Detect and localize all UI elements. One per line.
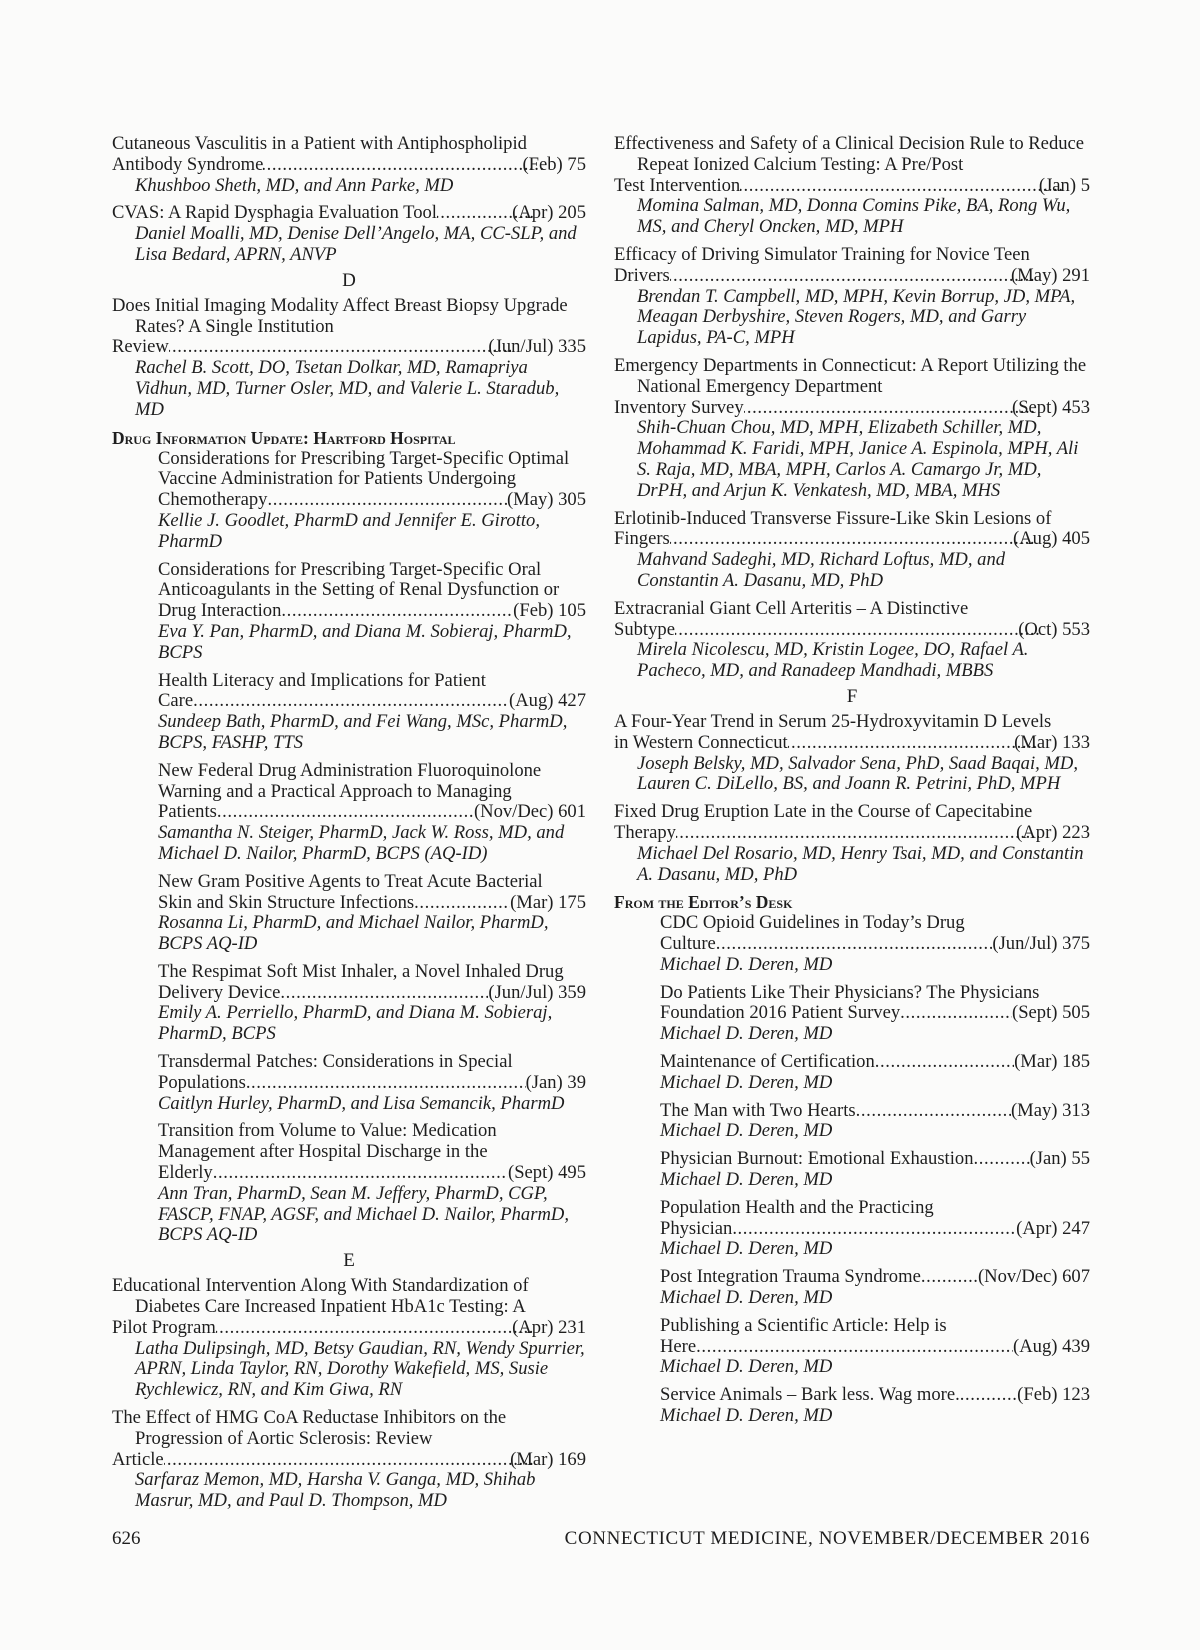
entry-title-line xyxy=(614,174,1090,197)
entry-title-end: in Western Connecticut xyxy=(614,731,788,753)
entry-title-line xyxy=(614,528,1090,550)
section-heading-drug-information: Drug Information Update: Hartford Hospital xyxy=(112,427,456,448)
dot-leader xyxy=(217,802,474,823)
entry-page-ref: (Feb) 105 xyxy=(513,600,586,622)
dot-leader xyxy=(670,529,1036,550)
entry-title xyxy=(637,913,1090,955)
index-block xyxy=(112,1276,586,1512)
editors-desk-entries xyxy=(614,913,1090,1427)
entry-title-end: Post Integration Trauma Syndrome xyxy=(660,1266,921,1288)
entry-title xyxy=(637,1316,1090,1358)
entry-title-end: Fingers xyxy=(614,528,670,550)
entry-title-line xyxy=(158,893,586,914)
index-block xyxy=(614,134,1090,682)
entry-title-line xyxy=(660,1101,1090,1122)
entry-title-line xyxy=(158,490,586,511)
entry-page-ref: (Apr) 247 xyxy=(1016,1217,1090,1239)
entry-title-end: Maintenance of Certification xyxy=(660,1051,875,1073)
entry-title-line xyxy=(660,1337,1090,1358)
entry-title xyxy=(637,983,1090,1025)
entry-title xyxy=(614,802,1090,844)
footer-page-number: 626 xyxy=(112,1528,141,1549)
entry-page-ref: (May) 313 xyxy=(1010,1099,1090,1121)
entry-authors: Momina Salman, MD, Donna Comins Pike, BA, Rong Wu, MS, and Cheryl Oncken, MD, MPH xyxy=(637,195,1071,238)
entry-page-ref: (Apr) 223 xyxy=(1016,821,1090,843)
entry-authors: Michael D. Deren, MD xyxy=(660,1023,833,1045)
entry-title xyxy=(614,134,1090,196)
right-column xyxy=(614,134,1090,1434)
entry-page-ref: (Jan) 5 xyxy=(1038,174,1090,196)
entry-title xyxy=(637,1101,1090,1122)
entry-page-ref: (Aug) 405 xyxy=(1013,528,1090,550)
entry-title-text: The Respimat Soft Mist Inhaler, a Novel Inhaled Drug xyxy=(158,960,564,982)
entry-title-text: Population Health and the Practicing xyxy=(660,1196,934,1218)
entry-page-ref: (Nov/Dec) 601 xyxy=(473,801,586,823)
entry-title-line xyxy=(660,1052,1090,1073)
entry-title-end: Here xyxy=(660,1335,697,1357)
index-entry xyxy=(614,245,1090,349)
entry-authors: Michael D. Deren, MD xyxy=(660,1120,833,1142)
entry-authors: Brendan T. Campbell, MD, MPH, Kevin Borrup, JD, MPA, Meagan Derbyshire, Steven Rogers, MD, and Garry Lapidus, PA-C, MPH xyxy=(637,285,1076,349)
entry-title-text: Extracranial Giant Cell Arteritis – A Distinctive xyxy=(614,597,969,619)
entry-title-end: Physician Burnout: Emotional Exhaustion xyxy=(660,1148,974,1170)
entry-title-end: Service Animals – Bark less. Wag more. xyxy=(660,1384,960,1406)
entry-title-line xyxy=(158,983,586,1004)
entry-authors: Daniel Moalli, MD, Denise Dell’Angelo, MA, CC-SLP, and Lisa Bedard, APRN, ANVP xyxy=(135,223,577,265)
dot-leader xyxy=(267,490,507,511)
entry-title-text: Efficacy of Driving Simulator Training for Novice Teen xyxy=(614,243,1030,265)
entry-authors: Samantha N. Steiger, PharmD, Jack W. Ross, MD, and Michael D. Nailor, PharmD, BCPS (AQ-ID) xyxy=(158,822,565,864)
entry-title xyxy=(637,1385,1090,1406)
index-entry xyxy=(135,560,586,664)
entry-page-ref: (Apr) 205 xyxy=(512,202,586,224)
entry-title xyxy=(637,1198,1090,1240)
entry-title-end: Culture xyxy=(660,933,716,955)
entry-title-end: Review xyxy=(112,336,169,358)
entry-title xyxy=(135,761,586,823)
entry-title xyxy=(135,449,586,511)
entry-title-end: Test Intervention xyxy=(614,174,741,196)
index-entry xyxy=(637,1385,1090,1427)
entry-title-end: Inventory Survey xyxy=(614,396,744,418)
entry-title-text: Transition from Volume to Value: Medication Management after Hospital Discharge in the xyxy=(158,1120,497,1163)
entry-title-line xyxy=(614,264,1090,287)
drug-information-entries xyxy=(112,449,586,1247)
entry-authors: Michael D. Deren, MD xyxy=(660,1356,833,1378)
entry-title-end: Antibody Syndrome xyxy=(112,153,264,175)
dot-leader xyxy=(974,1149,1030,1170)
entry-title xyxy=(135,671,586,713)
entry-page-ref: (Sept) 505 xyxy=(1012,1002,1090,1024)
entry-title xyxy=(614,356,1090,418)
index-entry xyxy=(614,802,1090,885)
index-entry xyxy=(135,671,586,754)
entry-title-line xyxy=(158,802,586,823)
entry-title xyxy=(135,962,586,1004)
entry-title xyxy=(112,296,586,358)
entry-page-ref: (Feb) 75 xyxy=(522,153,586,175)
entry-title-line xyxy=(158,1073,586,1094)
entry-title-line xyxy=(158,691,586,712)
entry-authors: Michael D. Deren, MD xyxy=(660,1071,833,1093)
entry-authors: Mahvand Sadeghi, MD, Richard Loftus, MD, and Constantin A. Dasanu, MD, PhD xyxy=(637,549,1006,591)
entry-title xyxy=(112,134,586,176)
entry-title xyxy=(637,1149,1090,1170)
index-entry xyxy=(614,599,1090,682)
dot-leader xyxy=(675,620,1041,641)
section-heading-editors-desk: From the Editor’s Desk xyxy=(614,892,793,913)
index-entry xyxy=(135,962,586,1045)
entry-title-line xyxy=(112,1448,586,1471)
entry-authors: Michael D. Deren, MD xyxy=(660,953,833,975)
entry-title xyxy=(614,509,1090,551)
entry-title-text: New Gram Positive Agents to Treat Acute Bacterial xyxy=(158,870,543,892)
entry-title-line xyxy=(112,1316,586,1339)
entry-title xyxy=(135,872,586,914)
dot-leader xyxy=(732,1219,1016,1240)
dot-leader xyxy=(193,691,509,712)
entry-title-line xyxy=(158,1163,586,1184)
entry-title-line xyxy=(660,1003,1090,1024)
entry-title-end: Drivers xyxy=(614,264,670,286)
entry-page-ref: (Mar) 133 xyxy=(1014,731,1090,753)
entry-title xyxy=(614,245,1090,287)
entry-title-text: Considerations for Prescribing Target-Specific Oral Anticoagulants in the Setting of Renal Dysfunction or xyxy=(158,558,560,601)
entry-page-ref: (Jan) 55 xyxy=(1029,1148,1090,1170)
dot-leader xyxy=(696,1337,1013,1358)
index-entry xyxy=(112,203,586,265)
entry-authors: Michael Del Rosario, MD, Henry Tsai, MD, and Constantin A. Dasanu, MD, PhD xyxy=(637,842,1084,885)
index-entry xyxy=(135,449,586,553)
entry-authors: Emily A. Perriello, PharmD, and Diana M. Sobieraj, PharmD, BCPS xyxy=(158,1002,553,1045)
entry-title-line xyxy=(660,1149,1090,1170)
entry-title xyxy=(135,1121,586,1183)
entry-title-text: Transdermal Patches: Considerations in Special xyxy=(158,1051,513,1073)
entry-title-text: Educational Intervention Along With Standardization of Diabetes Care Increased Inpatient HbA1c Testing: A xyxy=(112,1275,529,1318)
entry-page-ref: (Jun/Jul) 375 xyxy=(992,933,1090,955)
footer-journal-title: CONNECTICUT MEDICINE, NOVEMBER/DECEMBER 2016 xyxy=(564,1528,1090,1549)
entry-page-ref: (Mar) 175 xyxy=(510,891,586,913)
index-entry xyxy=(637,1198,1090,1260)
entry-title-end: Care xyxy=(158,690,194,712)
dot-leader xyxy=(921,1267,978,1288)
entry-title-text: Health Literacy and Implications for Patient xyxy=(158,669,486,691)
entry-authors: Eva Y. Pan, PharmD, and Diana M. Sobieraj, PharmD, BCPS xyxy=(158,620,572,663)
entry-title xyxy=(637,1052,1090,1073)
entry-title-text: A Four-Year Trend in Serum 25-Hydroxyvitamin D Levels xyxy=(614,710,1052,732)
entry-page-ref: (Jun/Jul) 335 xyxy=(488,336,586,358)
index-entry xyxy=(112,296,586,421)
entry-title xyxy=(637,1267,1090,1288)
entry-title-end: Patients xyxy=(158,801,217,823)
index-block xyxy=(112,134,586,266)
dot-leader xyxy=(263,155,545,176)
entry-title-text: Fixed Drug Eruption Late in the Course of Capecitabine xyxy=(614,801,1033,823)
entry-title-text: Publishing a Scientific Article: Help is xyxy=(660,1314,947,1336)
index-entry xyxy=(135,1052,586,1114)
dot-leader xyxy=(856,1101,1011,1122)
dot-leader xyxy=(213,1163,508,1184)
entry-page-ref: (Mar) 169 xyxy=(510,1448,586,1470)
index-block xyxy=(614,712,1090,885)
entry-title xyxy=(135,1052,586,1094)
entry-page-ref: (Feb) 123 xyxy=(1017,1384,1090,1406)
entry-title-text: Considerations for Prescribing Target-Specific Optimal Vaccine Administration for Patients Undergoing xyxy=(158,447,570,490)
entry-authors: Sundeep Bath, PharmD, and Fei Wang, MSc, PharmD, BCPS, FASHP, TTS xyxy=(158,711,568,753)
entry-authors: Ann Tran, PharmD, Sean M. Jeffery, PharmD, CGP, FASCP, FNAP, AGSF, and Michael D. Nailor, PharmD, BCPS AQ-ID xyxy=(158,1182,569,1246)
index-entry xyxy=(112,134,586,196)
index-block xyxy=(112,296,586,421)
dot-leader xyxy=(246,1073,526,1094)
entry-title-line xyxy=(112,153,586,176)
entry-title xyxy=(614,712,1090,754)
entry-title-text: Erlotinib-Induced Transverse Fissure-Like Skin Lesions of xyxy=(614,507,1052,529)
dot-leader xyxy=(676,823,1039,844)
entry-title-line xyxy=(614,731,1090,754)
entry-authors: Shih-Chuan Chou, MD, MPH, Elizabeth Schiller, MD, Mohammad K. Faridi, MPH, Janice A. Espinola, MPH, Ali S. Raja, MD, MBA, MPH, Carlos A. Camargo Jr, MD, DrPH, and Arjun K. Venkatesh, MD, MBA, MHS xyxy=(637,417,1079,501)
entry-authors: Michael D. Deren, MD xyxy=(660,1405,833,1427)
entry-page-ref: (Sept) 453 xyxy=(1012,396,1090,418)
entry-title xyxy=(614,599,1090,641)
entry-title-end: Drug Interaction xyxy=(158,600,282,622)
entry-title-end: Chemotherapy xyxy=(158,489,268,511)
entry-title-text: CDC Opioid Guidelines in Today’s Drug xyxy=(660,912,965,934)
entry-title-end: Subtype xyxy=(614,618,675,640)
index-entry xyxy=(614,134,1090,238)
entry-title-text: Effectiveness and Safety of a Clinical Decision Rule to Reduce Repeat Ionized Calcium Testing: A Pre/Post xyxy=(614,133,1085,175)
entry-authors: Latha Dulipsingh, MD, Betsy Gaudian, RN, Wendy Spurrier, APRN, Linda Taylor, RN, Dorothy Wakefield, MS, Susie Rychlewicz, RN, and Kim Giwa, RN xyxy=(135,1337,585,1401)
index-letter-f: F xyxy=(846,685,858,707)
entry-page-ref: (May) 291 xyxy=(1010,264,1090,286)
entry-authors: Kellie J. Goodlet, PharmD and Jennifer E. Girotto, PharmD xyxy=(158,509,540,552)
entry-title-end: CVAS: A Rapid Dysphagia Evaluation Tool xyxy=(112,202,437,224)
dot-leader xyxy=(280,983,488,1004)
entry-page-ref: (Aug) 439 xyxy=(1013,1335,1090,1357)
entry-title-line xyxy=(660,934,1090,955)
entry-title-line xyxy=(112,202,586,224)
index-entry xyxy=(614,356,1090,502)
entry-title-end: Elderly xyxy=(158,1162,213,1184)
entry-authors: Michael D. Deren, MD xyxy=(660,1238,833,1260)
entry-title-text: Does Initial Imaging Modality Affect Breast Biopsy Upgrade Rates? A Single Institution xyxy=(112,294,568,337)
index-entry xyxy=(135,761,586,865)
entry-title xyxy=(135,560,586,622)
index-entry xyxy=(637,1316,1090,1378)
entry-title xyxy=(112,1408,586,1470)
index-entry xyxy=(135,1121,586,1246)
index-entry xyxy=(112,1408,586,1512)
index-entry xyxy=(614,509,1090,592)
entry-title-end: The Man with Two Hearts xyxy=(660,1099,856,1121)
entry-title-text: Emergency Departments in Connecticut: A Report Utilizing the National Emergency Department xyxy=(614,354,1087,397)
entry-title-line xyxy=(112,336,586,358)
dot-leader xyxy=(716,934,993,955)
entry-title-text: Cutaneous Vasculitis in a Patient with Antiphospholipid xyxy=(112,133,527,154)
entry-title-line xyxy=(660,1219,1090,1240)
entry-page-ref: (Jun/Jul) 359 xyxy=(488,981,586,1003)
entry-authors: Michael D. Deren, MD xyxy=(660,1169,833,1191)
dot-leader xyxy=(960,1385,1017,1406)
entry-authors: Joseph Belsky, MD, Salvador Sena, PhD, Saad Baqai, MD, Lauren C. DiLello, BS, and Joann R. Petrini, PhD, MPH xyxy=(637,752,1079,795)
entry-title-end: Foundation 2016 Patient Survey xyxy=(660,1002,901,1024)
dot-leader xyxy=(216,1318,535,1339)
entry-authors: Michael D. Deren, MD xyxy=(660,1287,833,1309)
entry-page-ref: (Mar) 185 xyxy=(1014,1051,1090,1073)
entry-authors: Mirela Nicolescu, MD, Kristin Logee, DO, Rafael A. Pacheco, MD, and Ranadeep Mandhadi, MBBS xyxy=(637,639,1029,682)
entry-title-text: The Effect of HMG CoA Reductase Inhibitors on the Progression of Aortic Sclerosis: Review xyxy=(112,1407,507,1449)
entry-authors: Rachel B. Scott, DO, Tsetan Dolkar, MD, Ramapriya Vidhun, MD, Turner Osler, MD, and Valerie L. Staradub, MD xyxy=(135,357,560,420)
index-letter-d: D xyxy=(342,269,356,291)
index-entry xyxy=(614,712,1090,795)
entry-authors: Sarfaraz Memon, MD, Harsha V. Ganga, MD, Shihab Masrur, MD, and Paul D. Thompson, MD xyxy=(135,1469,536,1512)
entry-title-end: Therapy xyxy=(614,821,676,843)
index-entry xyxy=(637,1149,1090,1191)
entry-title xyxy=(112,203,586,224)
left-column xyxy=(112,134,586,1519)
entry-title-end: Populations xyxy=(158,1071,246,1093)
entry-page-ref: (Nov/Dec) 607 xyxy=(977,1266,1090,1288)
dot-leader xyxy=(875,1052,1014,1073)
entry-title-line xyxy=(614,821,1090,844)
index-entry xyxy=(637,1267,1090,1309)
dot-leader xyxy=(744,398,1035,419)
index-entry xyxy=(135,872,586,955)
dot-leader xyxy=(281,601,513,622)
dot-leader xyxy=(670,266,1034,287)
entry-title-text: Do Patients Like Their Physicians? The Physicians xyxy=(660,981,1040,1003)
entry-page-ref: (May) 305 xyxy=(506,489,586,511)
entry-title-line xyxy=(660,1385,1090,1406)
entry-authors: Caitlyn Hurley, PharmD, and Lisa Semancik, PharmD xyxy=(158,1092,565,1114)
entry-authors: Rosanna Li, PharmD, and Michael Nailor, PharmD, BCPS AQ-ID xyxy=(158,912,549,955)
entry-title-end: Physician xyxy=(660,1217,733,1239)
index-entry xyxy=(637,1052,1090,1094)
entry-page-ref: (Oct) 553 xyxy=(1018,618,1090,640)
entry-page-ref: (Jan) 39 xyxy=(525,1071,586,1093)
entry-title-line xyxy=(614,396,1090,419)
index-entry xyxy=(112,1276,586,1401)
entry-title-line xyxy=(660,1267,1090,1288)
dot-leader xyxy=(164,1450,533,1471)
entry-title-line xyxy=(614,618,1090,641)
entry-title-end: Article xyxy=(112,1448,164,1470)
dot-leader xyxy=(414,893,510,914)
entry-page-ref: (Aug) 427 xyxy=(509,690,586,712)
dot-leader xyxy=(169,337,512,358)
entry-title xyxy=(112,1276,586,1338)
entry-title-line xyxy=(158,601,586,622)
entry-authors: Khushboo Sheth, MD, and Ann Parke, MD xyxy=(135,174,454,196)
dot-leader xyxy=(900,1003,1012,1024)
dot-leader xyxy=(740,176,1062,197)
entry-title-end: Skin and Skin Structure Infections xyxy=(158,891,415,913)
dot-leader xyxy=(788,733,1037,754)
entry-title-end: Pilot Program xyxy=(112,1316,216,1338)
entry-page-ref: (Apr) 231 xyxy=(512,1316,586,1338)
entry-title-end: Delivery Device xyxy=(158,981,281,1003)
index-entry xyxy=(637,913,1090,975)
index-letter-e: E xyxy=(343,1250,355,1272)
entry-title-text: New Federal Drug Administration Fluoroquinolone Warning and a Practical Approach to Managing xyxy=(158,759,542,802)
index-entry xyxy=(637,983,1090,1045)
index-entry xyxy=(637,1101,1090,1143)
entry-page-ref: (Sept) 495 xyxy=(508,1162,586,1184)
